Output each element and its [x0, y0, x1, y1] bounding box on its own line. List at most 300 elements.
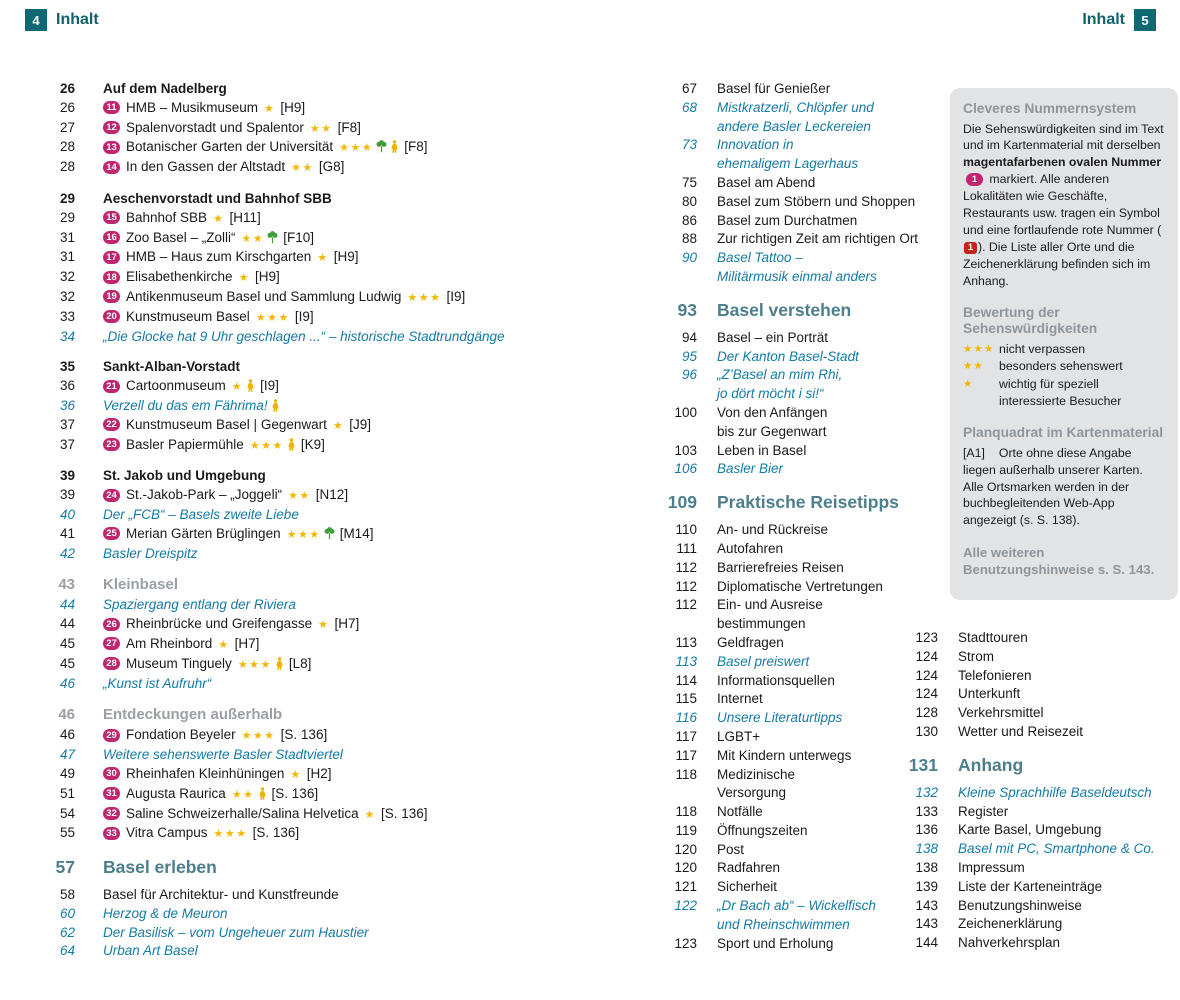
entry-line — [103, 487, 348, 502]
entry-line — [103, 507, 299, 522]
toc-entry — [35, 436, 635, 456]
person-icon — [287, 437, 296, 452]
toc-entry — [35, 248, 635, 268]
page-number: 51 — [59, 785, 75, 801]
entry-line — [103, 230, 314, 245]
map-grid-ref: [S. 136] — [381, 805, 428, 821]
page-number: 67 — [681, 81, 697, 96]
toc-entry — [640, 99, 945, 137]
entry-title: Benutzungshinweise — [958, 897, 1082, 913]
map-grid-ref: [F8] — [337, 119, 361, 135]
map-grid-ref: [G8] — [318, 159, 345, 175]
page-number: 112 — [675, 559, 697, 575]
page-number: 57 — [55, 857, 75, 878]
rating-row — [963, 376, 1165, 410]
page-number: 26 — [59, 81, 75, 96]
toc-entry — [640, 690, 945, 709]
entry-content — [103, 525, 635, 545]
page-number: 138 — [915, 841, 938, 857]
toc-entry — [640, 404, 945, 442]
entry-line — [717, 936, 833, 951]
entry-content — [717, 212, 945, 231]
entry-line — [103, 398, 280, 413]
entry-title: Weitere sehenswerte Basler Stadtviertel — [103, 747, 343, 763]
entry-title: Augusta Raurica — [126, 785, 226, 801]
entry-content — [717, 348, 945, 367]
toc-entry — [640, 329, 945, 348]
entry-title: Verkehrsmittel — [958, 705, 1044, 721]
entry-content — [103, 308, 635, 328]
entry-line — [958, 822, 1101, 837]
map-grid-ref: [H9] — [254, 269, 280, 285]
sight-number-badge: 11 — [103, 101, 120, 114]
sight-number-badge: 31 — [103, 787, 120, 800]
star-rating-1: ★ — [963, 378, 974, 391]
page-number: 120 — [674, 860, 697, 876]
toc-group — [640, 299, 945, 479]
toc-entry — [905, 934, 1180, 953]
star-rating-3: ★★★ — [963, 342, 995, 355]
toc-entry — [35, 99, 635, 119]
page-number: 54 — [59, 805, 75, 821]
entry-content — [103, 726, 635, 746]
entry-title: Ein- und Ausreise — [717, 597, 823, 613]
toc-group — [640, 80, 945, 287]
entry-line — [958, 668, 1032, 683]
sight-number-badge: 23 — [103, 438, 120, 451]
entry-line — [103, 191, 332, 206]
entry-line — [103, 417, 371, 432]
page-number: 75 — [681, 174, 697, 190]
entry-title: Medizinische — [717, 766, 796, 782]
page-number: 34 — [59, 328, 75, 344]
entry-title: Herzog & de Meuron — [103, 905, 228, 921]
text-segment: markiert. Alle anderen Lokalitäten wie Geschäfte, Restaurants usw. tragen ein Symbol und eine fortlaufende rote Nummer ( — [963, 172, 1162, 237]
entry-line — [717, 635, 784, 650]
text-segment-bold: magentafarbenen ovalen Nummer — [963, 155, 1162, 170]
entry-title: Rheinhafen Kleinhüningen — [126, 765, 285, 781]
entry-content — [103, 765, 635, 785]
entry-line — [717, 823, 808, 838]
entry-title: Basel für Genießer — [717, 81, 831, 96]
toc-group — [35, 705, 635, 844]
map-grid-ref: [H9] — [280, 99, 306, 115]
toc-group — [905, 629, 1180, 742]
toc-entry — [640, 174, 945, 193]
page-number-box-left: 4 — [25, 9, 47, 31]
entry-title: Unsere Literaturtipps — [717, 710, 843, 726]
toc-entry — [640, 249, 945, 287]
entry-content — [717, 366, 945, 404]
entry-line — [103, 676, 211, 691]
toc-entry — [640, 841, 945, 860]
sight-number-badge: 24 — [103, 489, 120, 502]
entry-title: Basel zum Durchatmen — [717, 212, 858, 228]
entry-content — [103, 138, 635, 158]
entry-title: Basler Bier — [717, 461, 784, 477]
page-number: 40 — [59, 506, 75, 522]
entry-content — [103, 506, 635, 525]
toc-entry — [640, 348, 945, 367]
entry-title: Saline Schweizerhalle/Salina Helvetica — [126, 805, 359, 821]
entry-content — [958, 784, 1180, 803]
entry-content — [103, 942, 635, 961]
entry-title: Basel verstehen — [717, 299, 852, 320]
entry-content — [717, 80, 945, 99]
page-number: 124 — [915, 686, 938, 702]
sight-number-badge: 17 — [103, 251, 120, 264]
entry-content — [103, 416, 635, 436]
toc-entry — [905, 915, 1180, 934]
star-rating: ★ — [317, 252, 329, 265]
entry-title: Basel Tattoo – — [717, 250, 803, 266]
entry-title: Notfälle — [717, 804, 763, 820]
entry-title: Cartoonmuseum — [126, 378, 226, 394]
page-number: 118 — [675, 766, 697, 782]
entry-content — [103, 705, 635, 724]
entry-line — [717, 597, 823, 612]
sight-number-badge: 25 — [103, 527, 120, 540]
entry-line — [717, 461, 783, 476]
map-grid-ref: [L8] — [288, 655, 312, 671]
map-grid-ref: [J9] — [349, 416, 371, 432]
toc-entry — [640, 634, 945, 653]
entry-title: Autofahren — [717, 540, 784, 556]
rating-label: besonders sehenswert — [999, 359, 1123, 374]
page-number: 37 — [59, 436, 75, 452]
star-rating: ★ — [264, 102, 276, 115]
entry-line — [717, 898, 876, 913]
page-number: 41 — [59, 525, 75, 541]
toc-column-3 — [905, 629, 1180, 965]
entry-title: Merian Gärten Brüglingen — [126, 525, 281, 541]
entry-line — [717, 691, 763, 706]
entry-line — [103, 943, 198, 958]
infobox-heading-grid: Planquadrat im Kartenmaterial — [963, 425, 1164, 441]
sight-number-badge: 14 — [103, 161, 120, 174]
star-rating: ★★ — [291, 162, 314, 175]
entry-line — [717, 405, 827, 420]
toc-group — [35, 467, 635, 563]
entry-title: Der „FCB“ – Basels zweite Liebe — [103, 506, 299, 522]
entry-title: Kleinbasel — [103, 576, 179, 594]
entry-title: Botanischer Garten der Universität — [126, 139, 334, 155]
entry-content — [103, 655, 635, 675]
sight-number-badge: 27 — [103, 637, 120, 650]
page-number: 31 — [59, 229, 75, 245]
toc-entry — [905, 784, 1180, 803]
entry-line — [103, 81, 227, 96]
page-number: 29 — [59, 190, 75, 206]
entry-content — [103, 288, 635, 308]
entry-title: Telefonieren — [958, 667, 1032, 683]
rating-row — [963, 358, 1165, 375]
toc-entry — [905, 840, 1180, 859]
entry-content — [958, 934, 1180, 953]
page-number: 43 — [58, 576, 75, 594]
entry-line — [717, 767, 795, 782]
page-number: 42 — [59, 545, 75, 561]
entry-content — [103, 397, 635, 416]
entry-title: Basel mit PC, Smartphone & Co. — [958, 841, 1155, 857]
toc-entry — [35, 308, 635, 328]
entry-line — [958, 935, 1060, 950]
star-rating: ★★★ — [249, 439, 284, 452]
entry-line — [103, 329, 504, 344]
toc-group — [35, 856, 635, 961]
entry-content — [717, 329, 945, 348]
entry-title: Öffnungszeiten — [717, 822, 808, 838]
entry-content — [958, 897, 1180, 916]
toc-entry — [905, 878, 1180, 897]
entry-line — [958, 649, 994, 664]
toc-entry — [35, 158, 635, 178]
entry-title: An- und Rückreise — [717, 522, 829, 538]
entry-line — [103, 597, 296, 612]
entry-line — [958, 860, 1025, 875]
entry-title: „Z’Basel an mim Rhi, — [717, 367, 843, 383]
entry-line — [103, 437, 325, 452]
toc-entry — [640, 596, 945, 634]
tree-icon — [324, 526, 335, 541]
entry-line — [103, 100, 305, 115]
toc-group — [640, 491, 945, 953]
toc-group — [35, 80, 635, 178]
entry-title: Spalenvorstadt und Spalentor — [126, 119, 304, 135]
toc-entry — [35, 856, 635, 878]
star-rating: ★★★ — [237, 658, 272, 671]
entry-line — [103, 706, 282, 723]
entry-title-line2: Militärmusik einmal anders — [717, 268, 877, 284]
page-number: 138 — [915, 859, 938, 875]
entry-line — [958, 630, 1028, 645]
entry-line — [717, 842, 744, 857]
map-grid-ref: [H9] — [333, 249, 359, 265]
entry-title: Auf dem Nadelberg — [103, 81, 227, 96]
entry-content — [958, 667, 1180, 686]
star-rating: ★ — [318, 619, 330, 632]
entry-content — [717, 174, 945, 193]
infobox-grid-text — [963, 445, 1165, 530]
page-number: 124 — [915, 648, 938, 664]
entry-title: Bahnhof SBB — [126, 209, 208, 225]
entry-line — [717, 804, 763, 819]
entry-line — [103, 120, 361, 135]
toc-entry — [35, 229, 635, 249]
map-grid-ref: [H7] — [234, 635, 260, 651]
page-number: 31 — [59, 249, 75, 265]
entry-line — [103, 636, 259, 651]
entry-content — [103, 675, 635, 694]
entry-line — [103, 727, 327, 742]
toc-entry — [35, 506, 635, 525]
entry-content — [103, 80, 635, 99]
page-number: 103 — [674, 442, 697, 458]
map-grid-ref: [H11] — [229, 209, 261, 225]
map-grid-ref: [K9] — [300, 436, 325, 452]
star-rating: ★★ — [288, 490, 311, 503]
entry-line — [717, 748, 851, 763]
entry-title: Liste der Karteneinträge — [958, 878, 1103, 894]
toc-group — [35, 575, 635, 693]
entry-title: Geldfragen — [717, 634, 784, 650]
entry-content — [958, 840, 1180, 859]
page-number: 94 — [681, 329, 697, 345]
entry-content — [717, 460, 945, 479]
toc-entry — [35, 905, 635, 924]
page-number: 112 — [675, 578, 697, 594]
entry-title: Urban Art Basel — [103, 943, 198, 959]
toc-entry — [905, 821, 1180, 840]
entry-content — [103, 545, 635, 564]
entry-content — [958, 648, 1180, 667]
sight-number-badge: 22 — [103, 418, 120, 431]
page-number: 26 — [59, 99, 75, 115]
toc-entry — [640, 859, 945, 878]
entry-title: Zur richtigen Zeit am richtigen Ort — [717, 231, 919, 247]
entry-line — [958, 705, 1044, 720]
sight-number-badge: 33 — [103, 827, 120, 840]
entry-line — [717, 879, 777, 894]
page-number: 122 — [674, 898, 697, 914]
entry-content — [103, 596, 635, 615]
toc-entry — [905, 667, 1180, 686]
entry-content — [958, 685, 1180, 704]
star-rating: ★★★ — [339, 142, 374, 155]
toc-entry — [35, 358, 635, 377]
entry-title: LGBT+ — [717, 728, 761, 744]
page-number: 28 — [59, 159, 75, 175]
toc-entry — [35, 785, 635, 805]
entry-title: Nahverkehrsplan — [958, 935, 1061, 951]
toc-entry — [35, 596, 635, 615]
page-number: 116 — [675, 710, 697, 726]
page-number: 100 — [674, 404, 697, 420]
entry-content — [103, 229, 635, 249]
toc-entry — [905, 803, 1180, 822]
entry-line — [717, 729, 760, 744]
entry-title: In den Gassen der Altstadt — [126, 159, 286, 175]
toc-entry — [35, 824, 635, 844]
page-number: 58 — [59, 887, 75, 903]
map-grid-ref: [S. 136] — [280, 727, 328, 743]
sight-number-badge: 18 — [103, 271, 120, 284]
page-number: 133 — [915, 803, 938, 819]
entry-title: Kunstmuseum Basel — [126, 308, 250, 324]
entry-content — [103, 328, 635, 347]
star-rating-2: ★★ — [963, 360, 984, 373]
star-rating: ★ — [290, 768, 302, 781]
entry-title: „Kunst ist Aufruhr“ — [103, 675, 212, 691]
entry-content — [103, 886, 635, 905]
entry-title: Karte Basel, Umgebung — [958, 822, 1102, 838]
entry-title: HMB – Musikmuseum — [126, 99, 259, 115]
star-rating: ★ — [364, 808, 376, 821]
entry-title: Unterkunft — [958, 686, 1021, 702]
entry-title: Der Kanton Basel-Stadt — [717, 348, 859, 364]
entry-line — [717, 541, 783, 556]
map-grid-ref: [H7] — [334, 616, 360, 632]
page-number: 27 — [59, 119, 75, 135]
page-number: 45 — [59, 655, 75, 671]
entry-title: Kleine Sprachhilfe Baseldeutsch — [958, 784, 1152, 800]
page-number: 64 — [59, 943, 75, 959]
page-number: 130 — [915, 723, 938, 739]
entry-line — [717, 137, 794, 152]
star-rating: ★★★ — [286, 528, 321, 541]
toc-entry — [640, 521, 945, 540]
toc-entry — [640, 80, 945, 99]
page-number: 117 — [675, 747, 697, 763]
entry-content — [717, 404, 945, 442]
toc-column-1 — [35, 80, 635, 973]
entry-title: Museum Tinguely — [126, 655, 232, 671]
page-number: 73 — [681, 137, 697, 153]
entry-line — [717, 710, 842, 725]
page-number: 32 — [59, 269, 75, 285]
entry-line — [103, 887, 339, 902]
sight-number-badge: 16 — [103, 231, 120, 244]
page-number: 132 — [915, 784, 938, 800]
page-number: 46 — [58, 706, 75, 724]
entry-title: Elisabethenkirche — [126, 269, 233, 285]
map-grid-ref: [I9] — [446, 288, 466, 304]
entry-line — [717, 100, 874, 115]
entry-line — [958, 804, 1008, 819]
page-number: 46 — [59, 675, 75, 691]
toc-entry — [905, 685, 1180, 704]
entry-title: Informationsquellen — [717, 672, 835, 688]
entry-title: Mit Kindern unterwegs — [717, 747, 852, 763]
page-number: 113 — [675, 653, 697, 669]
entry-title: Praktische Reisetipps — [717, 492, 899, 513]
toc-entry — [35, 138, 635, 158]
entry-line — [958, 841, 1155, 856]
entry-title: Zeichenerklärung — [958, 916, 1063, 932]
entry-content — [103, 785, 635, 805]
map-grid-ref: [I9] — [260, 378, 279, 394]
toc-entry — [640, 193, 945, 212]
star-rating: ★ — [213, 212, 225, 225]
page-number: 143 — [915, 916, 938, 932]
entry-line — [717, 231, 918, 246]
toc-entry — [35, 545, 635, 564]
entry-content — [958, 704, 1180, 723]
toc-entry — [35, 119, 635, 139]
entry-content — [958, 915, 1180, 934]
toc-group — [35, 190, 635, 346]
entry-line — [717, 579, 883, 594]
entry-line — [717, 194, 915, 209]
toc-entry — [35, 575, 635, 594]
entry-content — [717, 559, 945, 578]
entry-title: Basel – ein Porträt — [717, 329, 829, 345]
entry-content — [717, 299, 945, 321]
entry-line — [103, 857, 217, 877]
entry-content — [103, 615, 635, 635]
toc-entry — [35, 397, 635, 416]
toc-entry — [35, 486, 635, 506]
entry-title: Fondation Beyeler — [126, 727, 236, 743]
entry-line — [958, 686, 1020, 701]
entry-title: Zoo Basel – „Zolli“ — [126, 229, 236, 245]
rating-row — [963, 341, 1165, 358]
entry-title: HMB – Haus zum Kirschgarten — [126, 249, 312, 265]
page-number: 46 — [59, 727, 75, 743]
page-number: 44 — [59, 597, 75, 613]
entry-title: Am Rheinbord — [126, 635, 213, 651]
toc-entry — [35, 80, 635, 99]
